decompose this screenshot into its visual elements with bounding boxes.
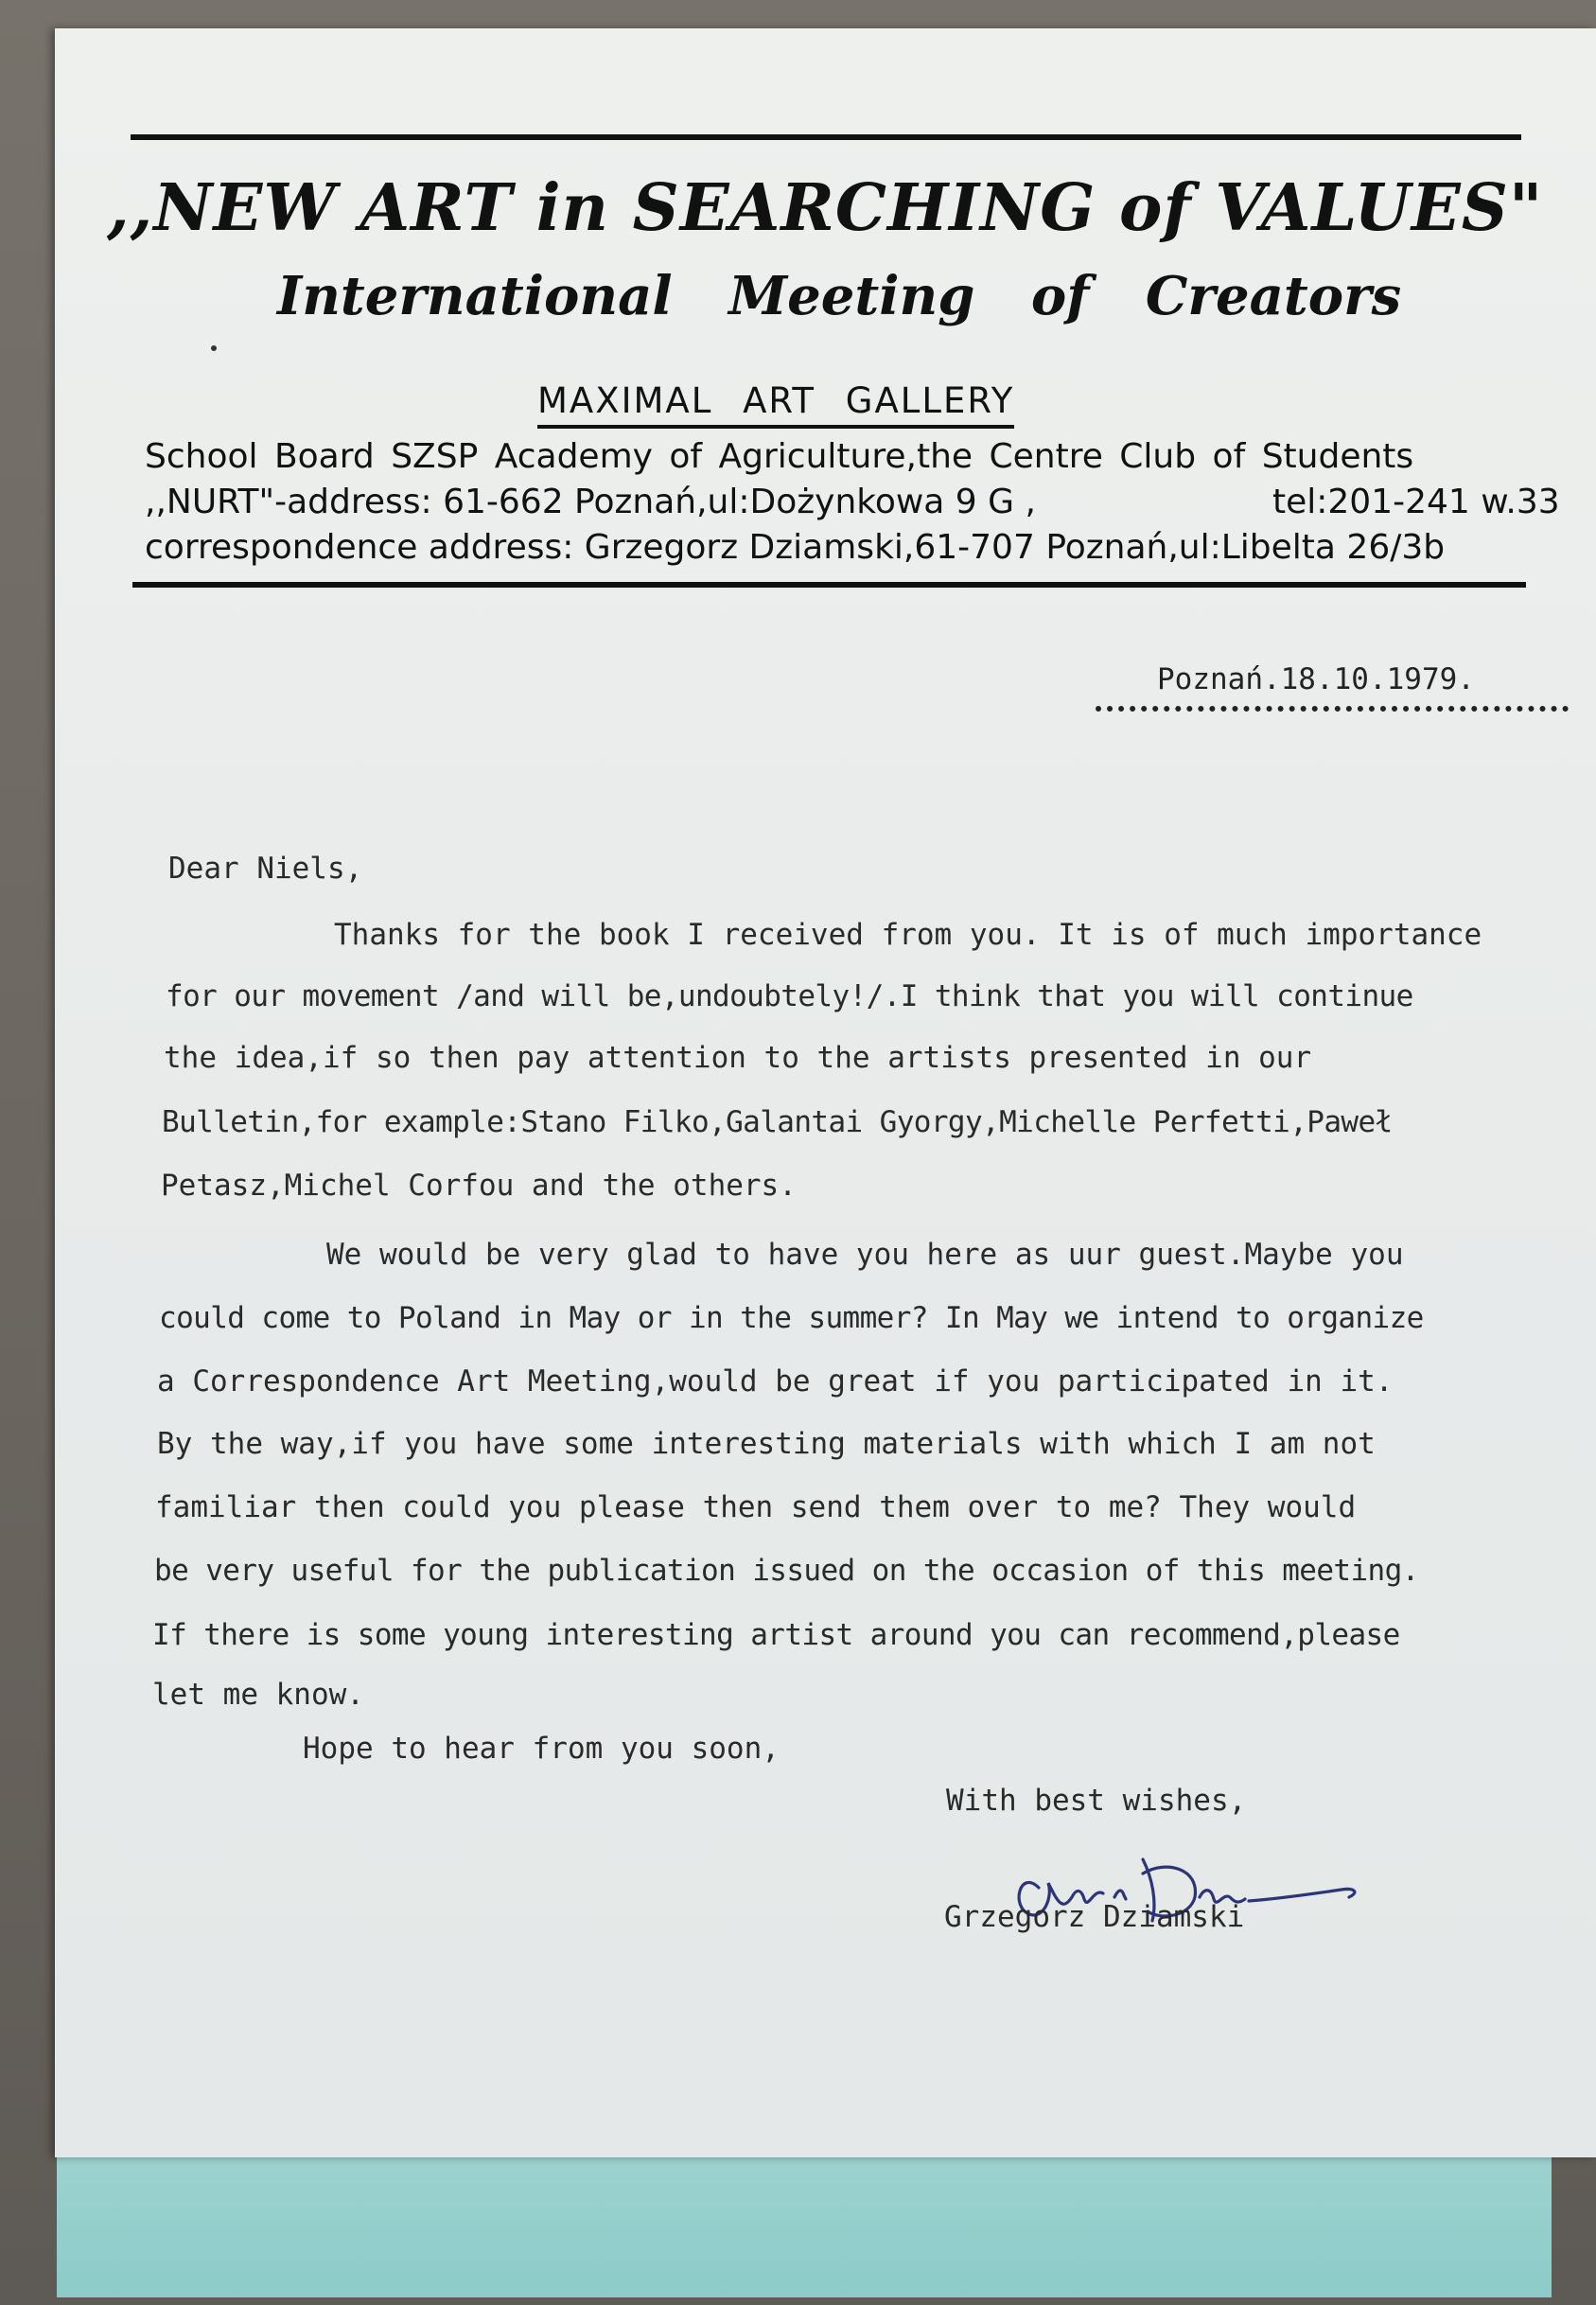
letter-page: [55, 28, 1596, 2157]
body-line: be very useful for the publication issued on the occasion of this meeting.: [154, 1554, 1419, 1588]
body-line: familiar then could you please then send them over to me? They would: [155, 1490, 1357, 1524]
header-bottom-rule: [132, 582, 1526, 588]
address-line-school-board: School Board SZSP Academy of Agriculture,the Centre Club of Students: [145, 437, 1414, 476]
date-text: Poznań.18.10.1979.: [1157, 662, 1475, 696]
paper-mark: [211, 345, 217, 351]
body-line: If there is some young interesting artist around you can recommend,please: [152, 1618, 1400, 1652]
header-top-rule: [131, 134, 1521, 140]
body-line: let me know.: [152, 1678, 364, 1712]
body-line: the idea,if so then pay attention to the artists presented in our: [164, 1041, 1312, 1075]
body-line: By the way,if you have some interesting materials with which I am not: [157, 1427, 1376, 1461]
nurt-address: ,,NURT"-address: 61-662 Poznań,ul:Dożynkowa 9 G ,: [145, 483, 1036, 521]
body-line: Hope to hear from you soon,: [303, 1732, 780, 1766]
salutation: Dear Niels,: [168, 852, 363, 886]
body-line: a Correspondence Art Meeting,would be great if you participated in it.: [157, 1364, 1394, 1399]
signature-name: Grzegorz Dziamski: [944, 1900, 1245, 1934]
telephone-number: tel:201-241 w.33: [1272, 483, 1560, 521]
body-line: Bulletin,for example:Stano Filko,Galantai Gyorgy,Michelle Perfetti,Paweł: [162, 1105, 1393, 1139]
date-dotted-line: [1096, 706, 1569, 712]
body-line: could come to Poland in May or in the summer? In May we intend to organize: [159, 1301, 1424, 1335]
underlying-blue-sheet: [57, 2134, 1552, 2297]
body-line: Petasz,Michel Corfou and the others.: [161, 1169, 797, 1203]
body-line: for our movement /and will be,undoubtely!/.I think that you will continue: [166, 979, 1413, 1013]
gallery-name: MAXIMAL ART GALLERY: [537, 380, 1014, 429]
letterhead-subtitle: International Meeting of Creators: [277, 265, 1402, 327]
correspondence-address: correspondence address: Grzegorz Dziamski,61-707 Poznań,ul:Libelta 26/3b: [145, 528, 1446, 567]
address-line-nurt: [145, 483, 1560, 521]
letterhead-title: ,,NEW ART in SEARCHING of VALUES": [107, 170, 1544, 246]
closing: With best wishes,: [946, 1784, 1247, 1818]
body-line: Thanks for the book I received from you. It is of much importance: [334, 918, 1482, 952]
body-line: We would be very glad to have you here as uur guest.Maybe you: [326, 1238, 1404, 1272]
letter-date: [1096, 662, 1587, 719]
